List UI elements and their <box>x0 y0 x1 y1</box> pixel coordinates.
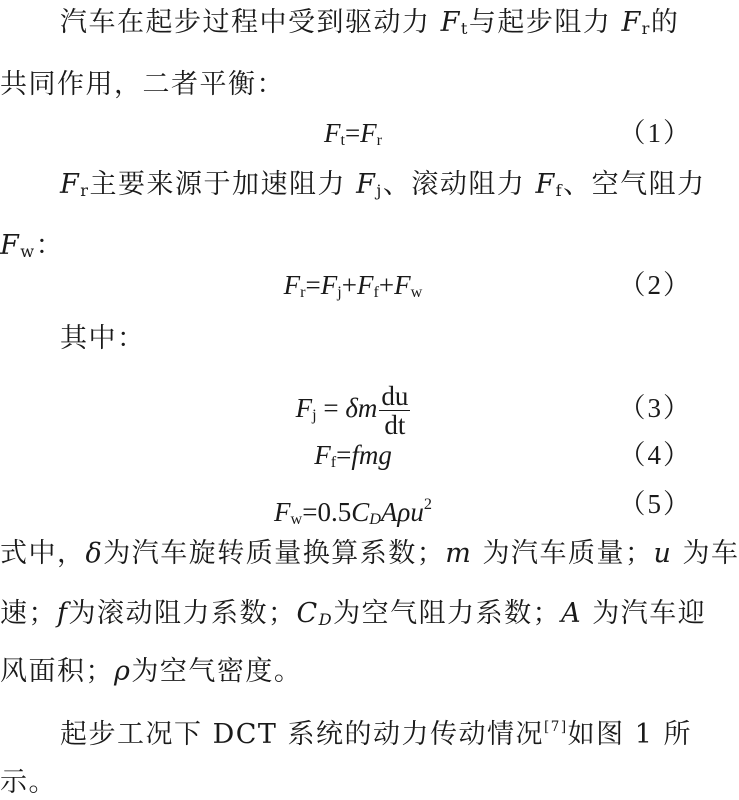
equation-3-number: （3） <box>618 393 692 423</box>
paragraph-1-line-1: 汽车在起步过程中受到驱动力 $F_t$与起步阻力 $F_r$的 <box>60 7 680 38</box>
paragraph-5-line-2: 示。 <box>0 767 57 798</box>
paragraph-5-line-1: 起步工况下 DCT 系统的动力传动情况[7]如图 1 所 <box>60 719 692 750</box>
paragraph-1-line-2: 共同作用，二者平衡： <box>0 69 285 100</box>
paragraph-4-line-2: 速；f为滚动阻力系数；$C_D$为空气阻力系数；A 为汽车迎 <box>0 598 707 629</box>
equation-4-body: $F_f=fmg$ <box>314 440 392 471</box>
equation-5-number: （5） <box>618 489 692 519</box>
paragraph-2-line-2: $F_w$： <box>0 230 65 261</box>
equation-1-number: （1） <box>618 118 692 148</box>
citation[interactable]: [7] <box>543 719 568 735</box>
equation-3-body: $F_j = \delta m$ $\frac{du}{dt}$ <box>295 381 409 441</box>
equation-5-body: $F_w=0.5C_DA\rho u^2$ <box>274 495 432 528</box>
paragraph-3: 其中： <box>60 323 146 354</box>
equation-2 <box>0 265 706 305</box>
equation-4-number: （4） <box>618 440 692 470</box>
paragraph-2-line-1: $F_r$主要来源于加速阻力 $F_j$、滚动阻力 $F_f$、空气阻力 <box>60 169 706 200</box>
fraction: $\frac{du}{dt}$ <box>381 381 409 441</box>
equation-1-body: $F_t=F_r$ <box>323 118 383 149</box>
paragraph-4-line-1: 式中，δ为汽车旋转质量换算系数；m 为汽车质量；u 为车 <box>0 538 739 569</box>
equation-2-number: （2） <box>618 270 692 300</box>
equation-5 <box>0 484 706 528</box>
equation-2-body: $F_r=F_j+F_f+F_w$ <box>283 270 423 301</box>
equation-1 <box>0 113 706 153</box>
equation-4 <box>0 435 706 475</box>
equation-3 <box>0 378 706 441</box>
paragraph-4-line-3: 风面积；ρ为空气密度。 <box>0 656 303 687</box>
